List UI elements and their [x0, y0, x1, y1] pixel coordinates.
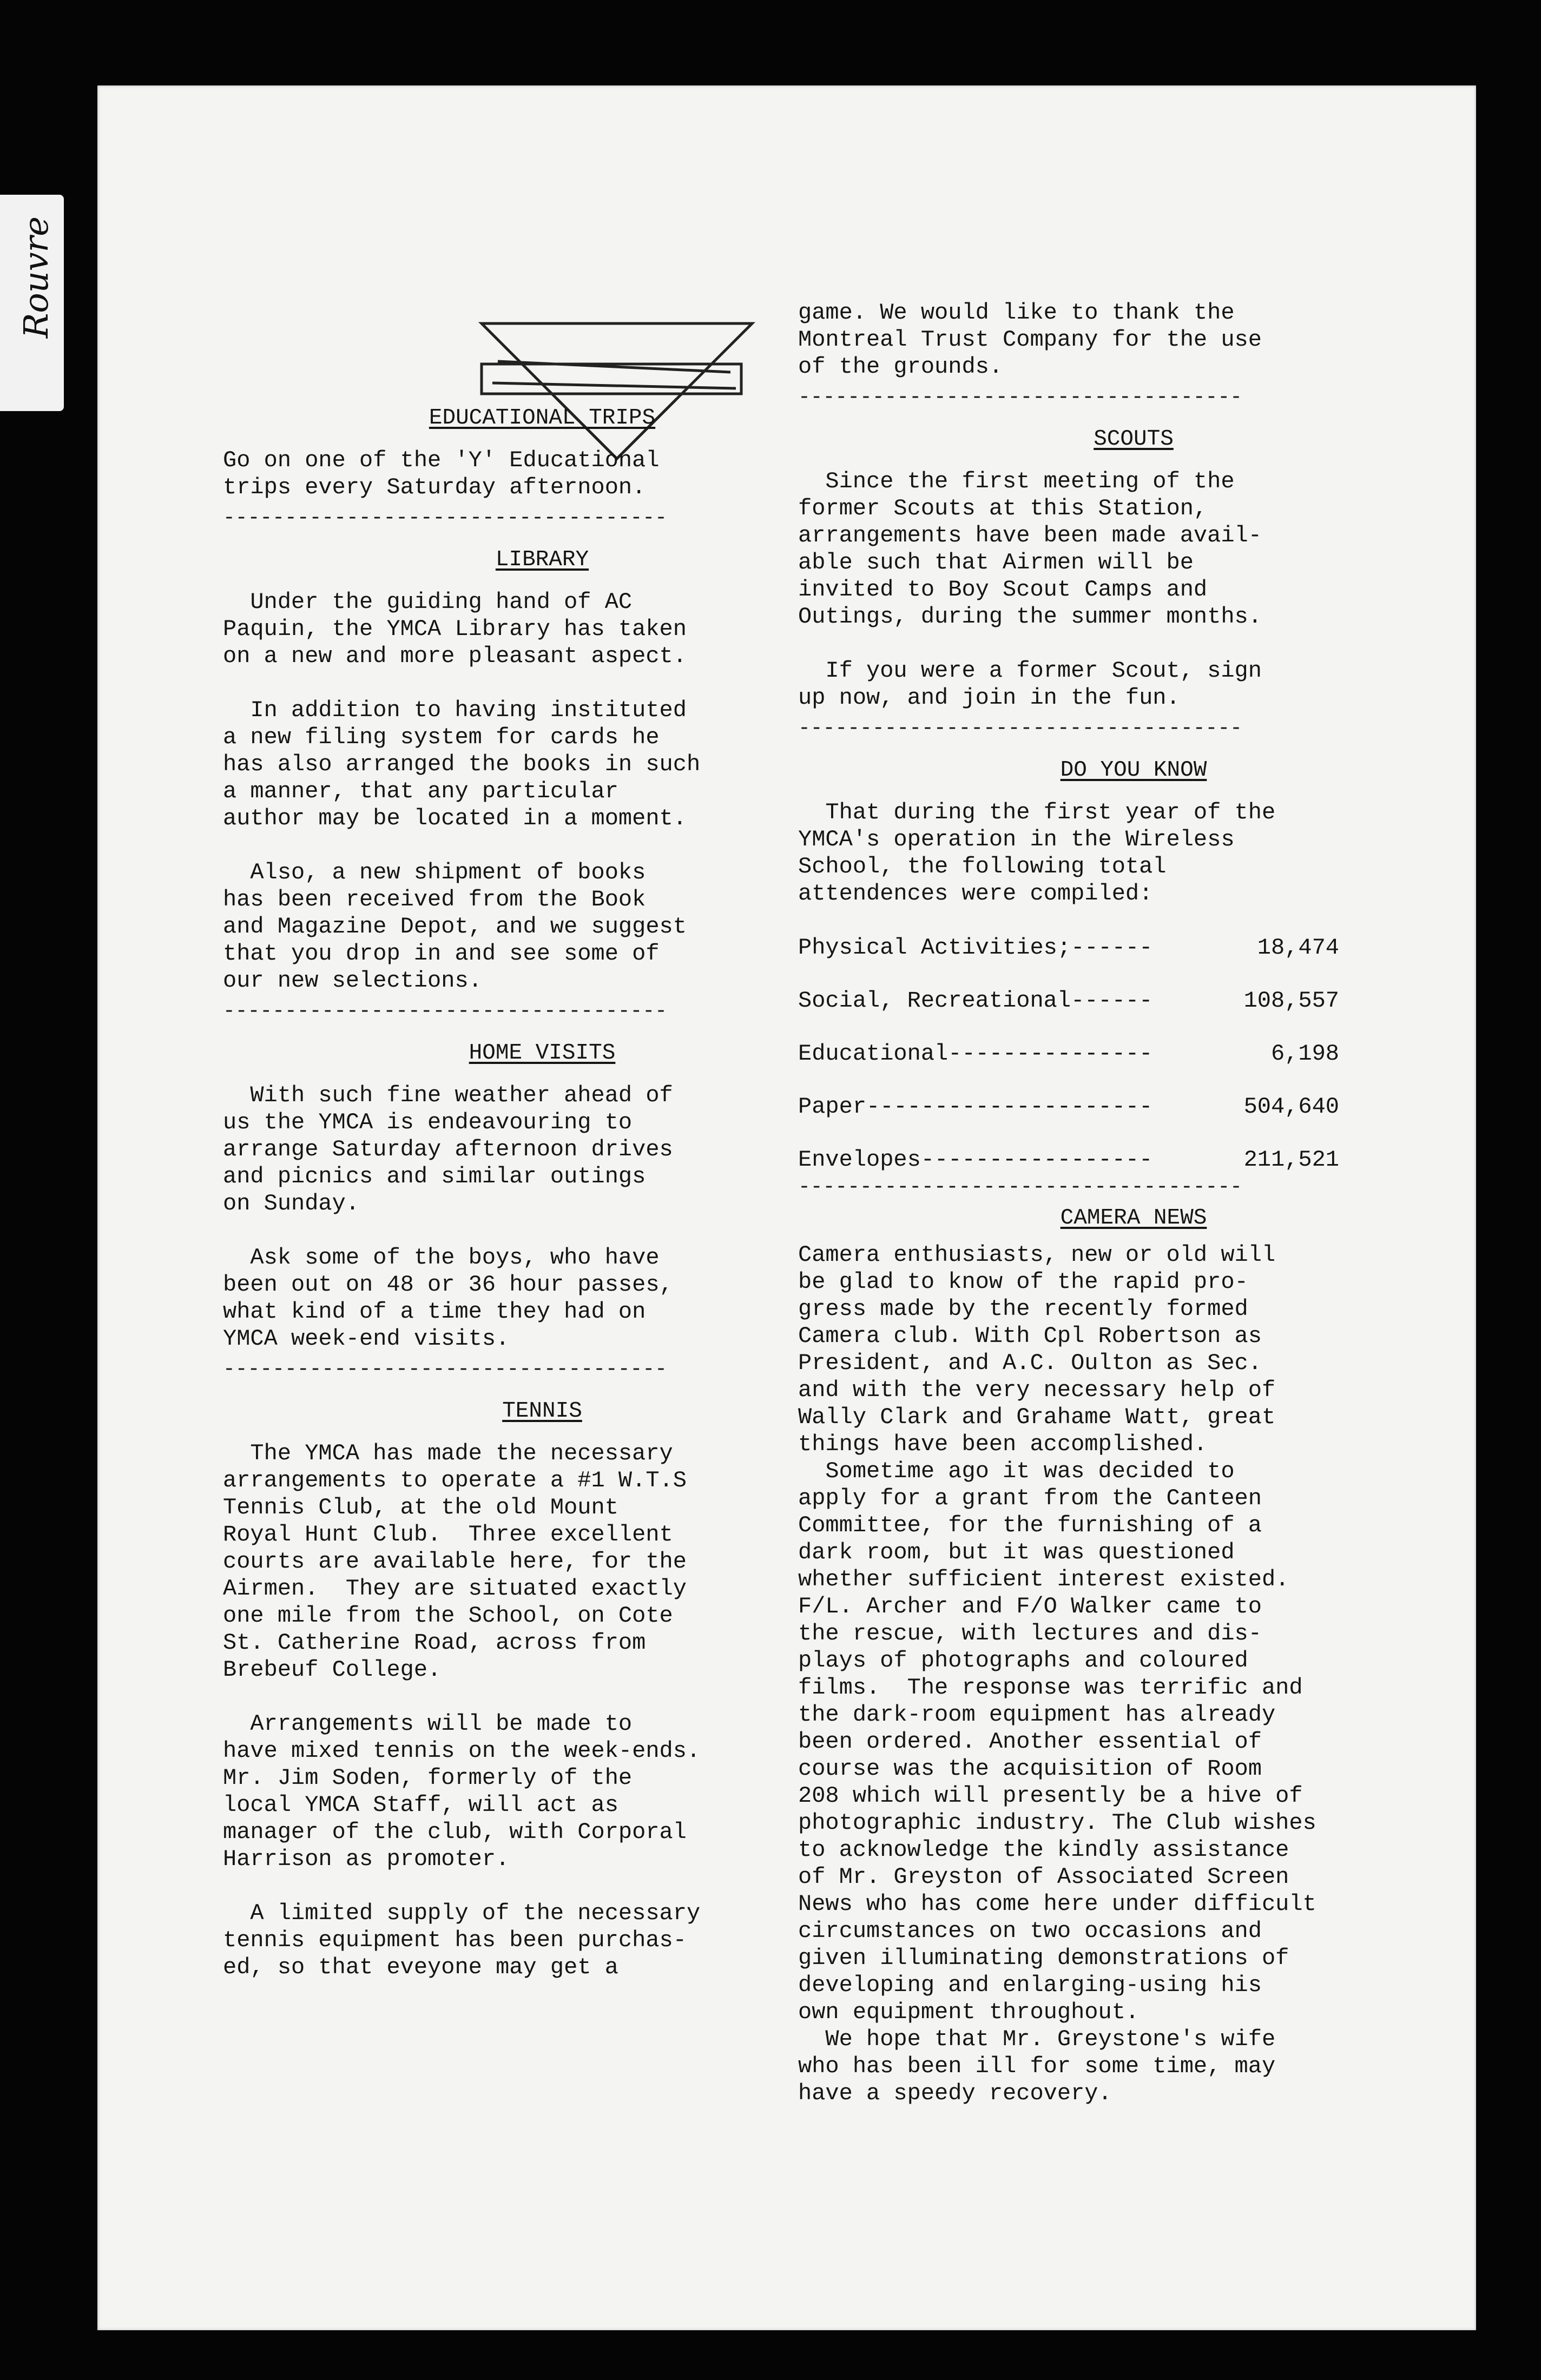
tennis-paragraph: A limited supply of the necessary tennis equipment has been purchas- ed, so that eveyone may get a — [223, 1900, 701, 1980]
educational-trips-heading: EDUCATIONAL TRIPS — [429, 406, 656, 431]
stat-label: Educational--------------- — [798, 1041, 1153, 1067]
tennis-paragraph: Arrangements will be made to have mixed tennis on the week-ends. Mr. Jim Soden, formerly of the local YMCA Staff, will act as manager of the club, with Corporal Harrison as promoter. — [223, 1711, 701, 1872]
scouts-paragraph: If you were a former Scout, sign up now, and join in the fun. — [798, 658, 1262, 711]
stat-value: 504,640 — [1243, 1094, 1339, 1120]
stat-label: Paper--------------------- — [798, 1094, 1153, 1120]
right-column — [798, 299, 1469, 2134]
stat-row — [798, 1040, 1339, 1067]
home-visits-heading: HOME VISITS — [469, 1041, 616, 1066]
camera-news-paragraph: Sometime ago it was decided to apply for a grant from the Canteen Committee, for the furnishing of a dark room, but it was questioned whether sufficient interest existed. F/L. Archer and F/O Walker came to the rescue, with lectures and dis- plays of photographs and coloured films. The response was terrific and the dark-room equipment has already been ordered. Another essential of course was the acquisition of Room 208 which will presently be a hive of photographic industry. The Club wishes to acknowledge the kindly assistance of Mr. Greyston of Associated Screen News who has come here under difficult circumstances on two occasions and given illuminating demonstrations of developing and enlarging-using his own equipment throughout. — [798, 1458, 1316, 2025]
separator: ------------------------------------ — [798, 717, 1242, 740]
separator: ------------------------------------ — [223, 1358, 667, 1381]
do-you-know-heading: DO YOU KNOW — [1060, 758, 1207, 783]
library-paragraph: Under the guiding hand of AC Paquin, the YMCA Library has taken on a new and more pleasant aspect. — [223, 589, 687, 669]
stat-label: Envelopes----------------- — [798, 1147, 1153, 1173]
scouts-heading: SCOUTS — [1094, 427, 1174, 452]
left-column — [223, 388, 861, 2008]
library-paragraph: In addition to having instituted a new filing system for cards he has also arranged the books in such a manner, that any particular author may be located in a moment. — [223, 697, 701, 831]
stat-value: 108,557 — [1243, 988, 1339, 1014]
margin-label: Rouvre — [16, 216, 56, 339]
educational-trips-body: Go on one of the 'Y' Educational trips every Saturday afternoon. — [223, 447, 660, 500]
stat-value: 6,198 — [1270, 1041, 1339, 1067]
camera-news-paragraph: We hope that Mr. Greystone's wife who has been ill for some time, may have a speedy recovery. — [798, 2026, 1276, 2106]
stat-row — [798, 934, 1339, 961]
tennis-heading: TENNIS — [502, 1399, 582, 1424]
stat-row — [798, 1093, 1339, 1120]
margin-tab — [0, 195, 64, 411]
camera-news-heading: CAMERA NEWS — [1060, 1206, 1207, 1231]
tennis-paragraph: The YMCA has made the necessary arrangements to operate a #1 W.T.S Tennis Club, at the old Mount Royal Hunt Club. Three excellent courts are available here, for the Airmen. They are situated exactly one mile from the School, on Cote St. Catherine Road, across from Brebeuf College. — [223, 1440, 687, 1683]
tennis-continued: game. We would like to thank the Montreal Trust Company for the use of the grounds. — [798, 300, 1262, 380]
camera-news-paragraph: Camera enthusiasts, new or old will be glad to know of the rapid pro- gress made by the recently formed Camera club. With Cpl Robertson as President, and A.C. Oulton as Sec. and with the very necessary help of Wally Clark and Grahame Watt, great things have been accomplished. — [798, 1242, 1276, 1457]
scouts-paragraph: Since the first meeting of the former Scouts at this Station, arrangements have been made avail- able such that Airmen will be invited to Boy Scout Camps and Outings, during the summer months. — [798, 468, 1262, 630]
home-visits-paragraph: Ask some of the boys, who have been out on 48 or 36 hour passes, what kind of a time they had on YMCA week-end visits. — [223, 1245, 673, 1352]
do-you-know-intro: That during the first year of the YMCA's operation in the Wireless School, the following total attendences were compiled: — [798, 799, 1276, 907]
stat-value: 18,474 — [1257, 935, 1339, 961]
separator: ------------------------------------ — [798, 386, 1242, 409]
library-paragraph: Also, a new shipment of books has been received from the Book and Magazine Depot, and we suggest that you drop in and see some of our new selections. — [223, 860, 687, 994]
home-visits-paragraph: With such fine weather ahead of us the YMCA is endeavouring to arrange Saturday afternoon drives and picnics and similar outings on Sunday. — [223, 1082, 673, 1217]
separator: ------------------------------------ — [798, 1175, 1242, 1199]
stat-row — [798, 987, 1339, 1014]
stat-value: 211,521 — [1243, 1147, 1339, 1173]
stat-label: Physical Activities;------ — [798, 935, 1153, 961]
separator: ------------------------------------ — [223, 1000, 667, 1023]
stat-label: Social, Recreational------ — [798, 988, 1153, 1014]
separator: ------------------------------------ — [223, 506, 667, 530]
stat-row — [798, 1146, 1339, 1173]
library-heading: LIBRARY — [495, 547, 589, 572]
newsletter-page — [97, 85, 1476, 2330]
